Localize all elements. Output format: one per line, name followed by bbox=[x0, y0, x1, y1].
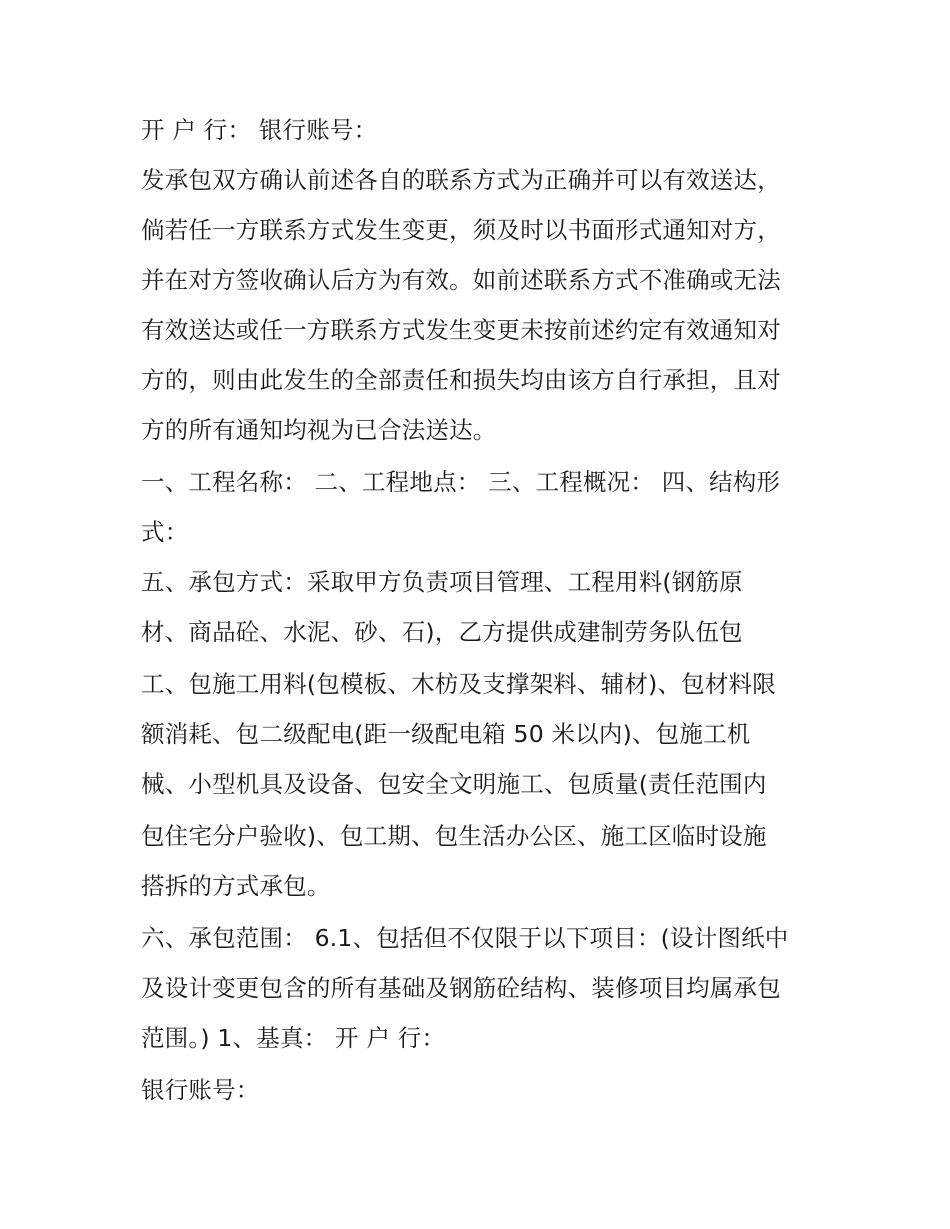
text-line: 及设计变更包含的所有基础及钢筋砼结构、装修项目均属承包 bbox=[141, 974, 781, 1002]
text-line: 发承包双方确认前述各自的联系方式为正确并可以有效送达， bbox=[141, 166, 781, 194]
text-line: 方的，则由此发生的全部责任和损失均由该方自行承担，且对 bbox=[141, 366, 781, 394]
text-line: 并在对方签收确认后方为有效。如前述联系方式不准确或无法 bbox=[141, 266, 781, 294]
text-line: 搭拆的方式承包。 bbox=[141, 872, 331, 900]
text-line: 银行账号： bbox=[141, 1076, 260, 1104]
text-line: 械、小型机具及设备、包安全文明施工、包质量(责任范围内 bbox=[141, 770, 767, 798]
text-line: 方的所有通知均视为已合法送达。 bbox=[141, 416, 497, 444]
text-line: 一、工程名称： 二、工程地点： 三、工程概况： 四、结构形 bbox=[141, 468, 781, 496]
text-line: 开 户 行： 银行账号： bbox=[141, 116, 378, 144]
text-line: 工、包施工用料(包模板、木枋及支撑架料、辅材)、包材料限 bbox=[141, 670, 776, 698]
text-line: 范围。) 1、基真： 开 户 行： bbox=[141, 1024, 446, 1052]
text-line: 六、承包范围： 6.1、包括但不仅限于以下项目：(设计图纸中 bbox=[141, 924, 789, 952]
text-line: 材、商品砼、水泥、砂、石)，乙方提供成建制劳务队伍包 bbox=[141, 618, 743, 646]
text-line: 式： bbox=[141, 518, 189, 546]
text-line: 倘若任一方联系方式发生变更，须及时以书面形式通知对方， bbox=[141, 216, 781, 244]
text-line: 额消耗、包二级配电(距一级配电箱 50 米以内)、包施工机 bbox=[141, 720, 751, 748]
text-line: 有效送达或任一方联系方式发生变更未按前述约定有效通知对 bbox=[141, 316, 781, 344]
text-line: 五、承包方式：采取甲方负责项目管理、工程用料(钢筋原 bbox=[141, 568, 743, 596]
text-line: 包住宅分户验收)、包工期、包生活办公区、施工区临时设施 bbox=[141, 822, 767, 850]
